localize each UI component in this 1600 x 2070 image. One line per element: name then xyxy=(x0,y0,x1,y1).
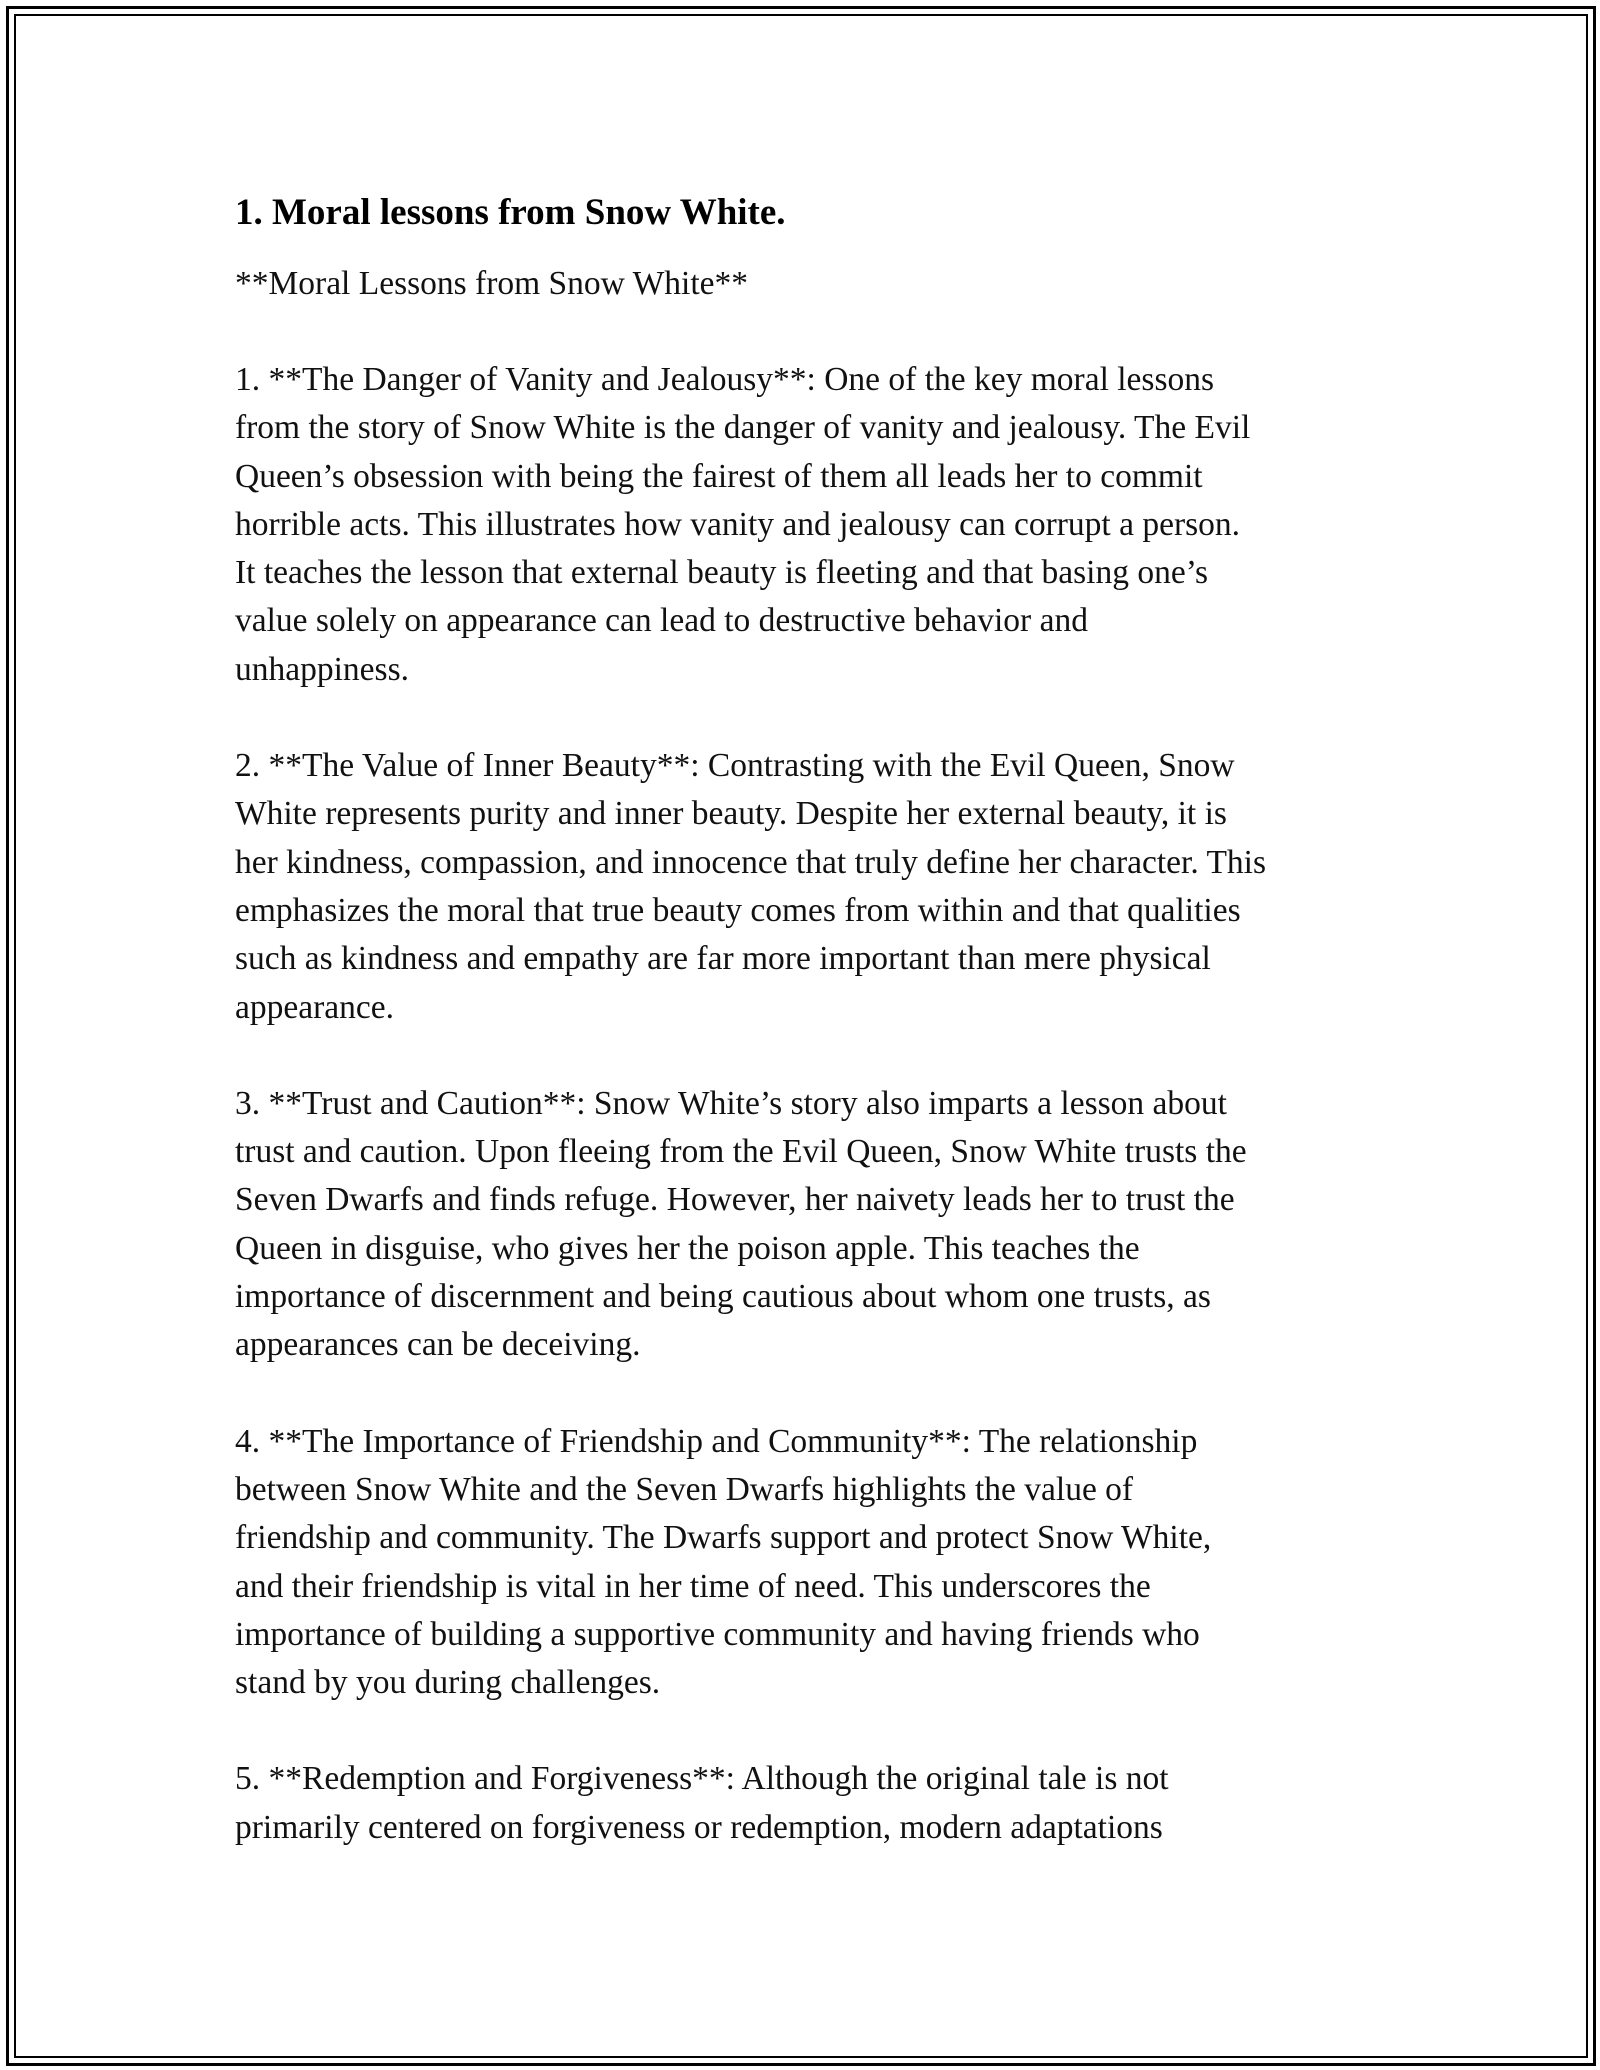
paragraph-lesson-1: 1. **The Danger of Vanity and Jealousy**: One of the key moral lessons from the story of Snow White is the danger of vanity and jealousy. The Evil Queen’s obsession with being the fairest of them all leads her to commit horrible acts. This illustrates how vanity and jealousy can corrupt a person. It teaches the lesson that external beauty is fleeting and that basing one’s value solely on appearance can lead to destructive behavior and unhappiness. xyxy=(235,361,1251,688)
document-heading: 1. Moral lessons from Snow White. xyxy=(235,192,786,233)
document-body xyxy=(235,186,1375,1900)
paragraph-lesson-2: 2. **The Value of Inner Beauty**: Contrasting with the Evil Queen, Snow White represents purity and inner beauty. Despite her external beauty, it is her kindness, compassion, and innocence that truly define her character. This emphasizes the moral that true beauty comes from within and that qualities such as kindness and empathy are far more important than mere physical appearance. xyxy=(235,747,1267,1026)
document-subtitle: **Moral Lessons from Snow White** xyxy=(235,265,749,302)
paragraph-lesson-5: 5. **Redemption and Forgiveness**: Although the original tale is not primarily centered on forgiveness or redemption, modern adaptations xyxy=(235,1760,1169,1846)
paragraph-lesson-3: 3. **Trust and Caution**: Snow White’s story also imparts a lesson about trust and caution. Upon fleeing from the Evil Queen, Snow White trusts the Seven Dwarfs and finds refuge. However, her naivety leads her to trust the Queen in disguise, who gives her the poison apple. This teaches the importance of discernment and being cautious about whom one trusts, as appearances can be deceiving. xyxy=(235,1084,1247,1364)
paragraph-lesson-4: 4. **The Importance of Friendship and Community**: The relationship between Snow White and the Seven Dwarfs highlights the value of friendship and community. The Dwarfs support and protect Snow White, and their friendship is vital in her time of need. This underscores the importance of building a supportive community and having friends who stand by you during challenges. xyxy=(235,1422,1212,1702)
